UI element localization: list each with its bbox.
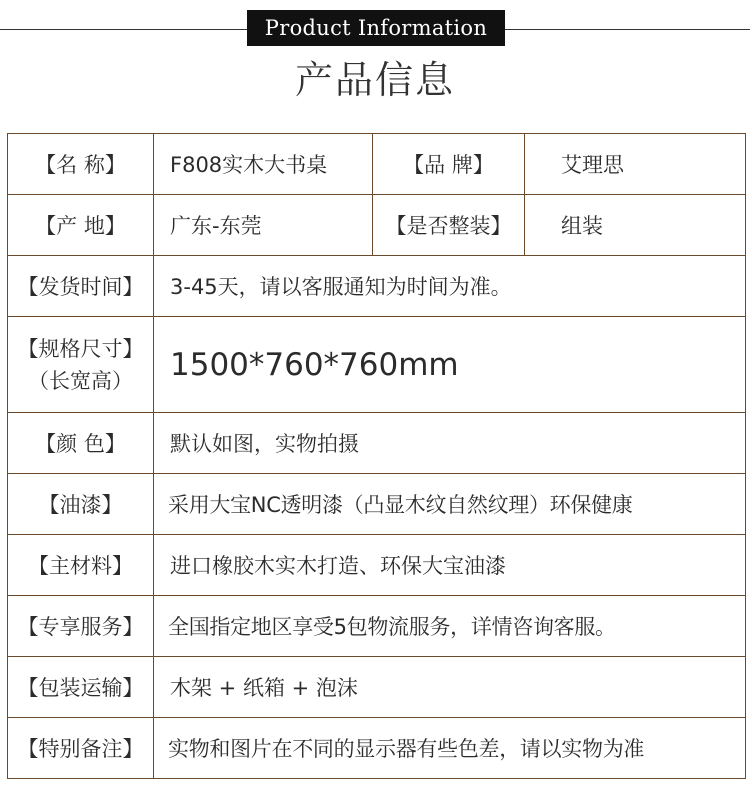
value-paint: 采用大宝NC透明漆（凸显木纹自然纹理）环保健康 — [154, 474, 746, 535]
label-packaging: 【包装运输】 — [8, 657, 154, 718]
label-delivery: 【发货时间】 — [8, 256, 154, 317]
section-badge: Product Information — [247, 10, 505, 46]
value-delivery: 3-45天，请以客服通知为时间为准。 — [154, 256, 746, 317]
label-color: 【颜 色】 — [8, 413, 154, 474]
spec-table — [7, 133, 746, 779]
label-name: 【名 称】 — [8, 134, 154, 195]
label-origin: 【产 地】 — [8, 195, 154, 256]
table-row — [8, 474, 746, 535]
table-row — [8, 256, 746, 317]
label-size-line1: 【规格尺寸】 — [17, 336, 144, 361]
page-title: 产品信息 — [294, 58, 455, 102]
table-row — [8, 413, 746, 474]
value-service: 全国指定地区享受5包物流服务，详情咨询客服。 — [154, 596, 746, 657]
value-material: 进口橡胶木实木打造、环保大宝油漆 — [154, 535, 746, 596]
value-brand: 艾理思 — [525, 134, 746, 195]
label-paint: 【油漆】 — [8, 474, 154, 535]
table-row — [8, 535, 746, 596]
label-material: 【主材料】 — [8, 535, 154, 596]
table-row — [8, 596, 746, 657]
table-row — [8, 657, 746, 718]
label-size-line2: （长宽高） — [28, 368, 133, 393]
table-row — [8, 134, 746, 195]
label-notes: 【特别备注】 — [8, 718, 154, 779]
label-assembled: 【是否整装】 — [373, 195, 525, 256]
table-row — [8, 317, 746, 413]
value-assembled: 组装 — [525, 195, 746, 256]
value-size: 1500*760*760mm — [154, 317, 746, 413]
table-row — [8, 718, 746, 779]
label-size — [8, 317, 154, 413]
label-brand: 【品 牌】 — [373, 134, 525, 195]
value-color: 默认如图，实物拍摄 — [154, 413, 746, 474]
label-service: 【专享服务】 — [8, 596, 154, 657]
table-row — [8, 195, 746, 256]
value-origin: 广东-东莞 — [154, 195, 373, 256]
value-packaging: 木架 + 纸箱 + 泡沫 — [154, 657, 746, 718]
value-name: F808实木大书桌 — [154, 134, 373, 195]
value-notes: 实物和图片在不同的显示器有些色差，请以实物为准 — [154, 718, 746, 779]
